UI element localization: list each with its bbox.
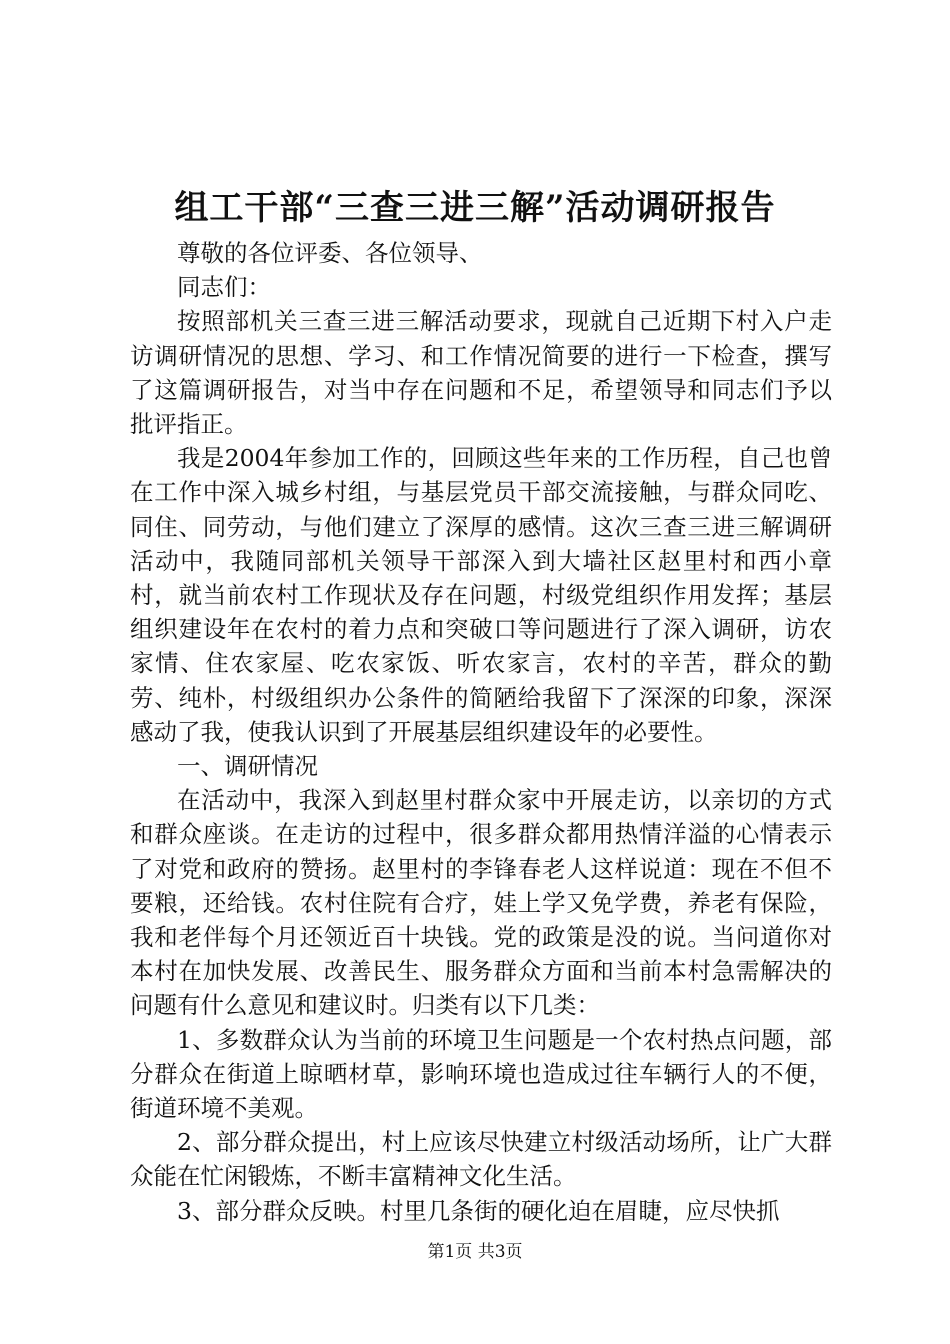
- body-paragraph: 我是2004年参加工作的，回顾这些年来的工作历程，自己也曾在工作中深入城乡村组，与基层党员干部交流接触，与群众同吃、同住、同劳动，与他们建立了深厚的感情。这次三查三进三解调研活动中，我随同部机关领导干部深入到大墙社区赵里村和西小章村，就当前农村工作现状及存在问题，村级党组织作用发挥；基层组织建设年在农村的着力点和突破口等问题进行了深入调研，访农家情、住农家屋、吃农家饭、听农家言，农村的辛苦，群众的勤劳、纯朴，村级组织办公条件的简陋给我留下了深深的印象，深深感动了我，使我认识到了开展基层组织建设年的必要性。: [130, 444, 832, 746]
- body-paragraph: 按照部机关三查三进三解活动要求，现就自己近期下村入户走访调研情况的思想、学习、和工作情况简要的进行一下检查，撰写了这篇调研报告，对当中存在问题和不足，希望领导和同志们予以批评指正。: [130, 307, 832, 439]
- list-item: 2、部分群众提出，村上应该尽快建立村级活动场所，让广大群众能在忙闲锻炼，不断丰富精神文化生活。: [130, 1128, 832, 1191]
- list-item: 1、多数群众认为当前的环境卫生问题是一个农村热点问题，部分群众在街道上晾晒材草，影响环境也造成过往车辆行人的不便，街道环境不美观。: [130, 1025, 832, 1123]
- section-heading: 一、调研情况: [177, 752, 318, 781]
- page-number-footer: 第1页 共3页: [427, 1242, 523, 1262]
- salutation-line: 尊敬的各位评委、各位领导、: [177, 239, 483, 267]
- document-title: 组工干部“三查三进三解”活动调研报告: [174, 188, 776, 228]
- document-body: [130, 236, 832, 1228]
- list-item: 3、部分群众反映。村里几条街的硬化迫在眉睫，应尽快抓: [177, 1196, 780, 1225]
- salutation-line: 同志们：: [177, 273, 271, 302]
- body-paragraph: 在活动中，我深入到赵里村群众家中开展走访，以亲切的方式和群众座谈。在走访的过程中，很多群众都用热情洋溢的心情表示了对党和政府的赞扬。赵里村的李锋春老人这样说道：现在不但不要粮，还给钱。农村住院有合疗，娃上学又免学费，养老有保险，我和老伴每个月还领近百十块钱。党的政策是没的说。当问道你对本村在加快发展、改善民生、服务群众方面和当前本村急需解决的问题有什么意见和建议时。归类有以下几类：: [130, 786, 832, 1020]
